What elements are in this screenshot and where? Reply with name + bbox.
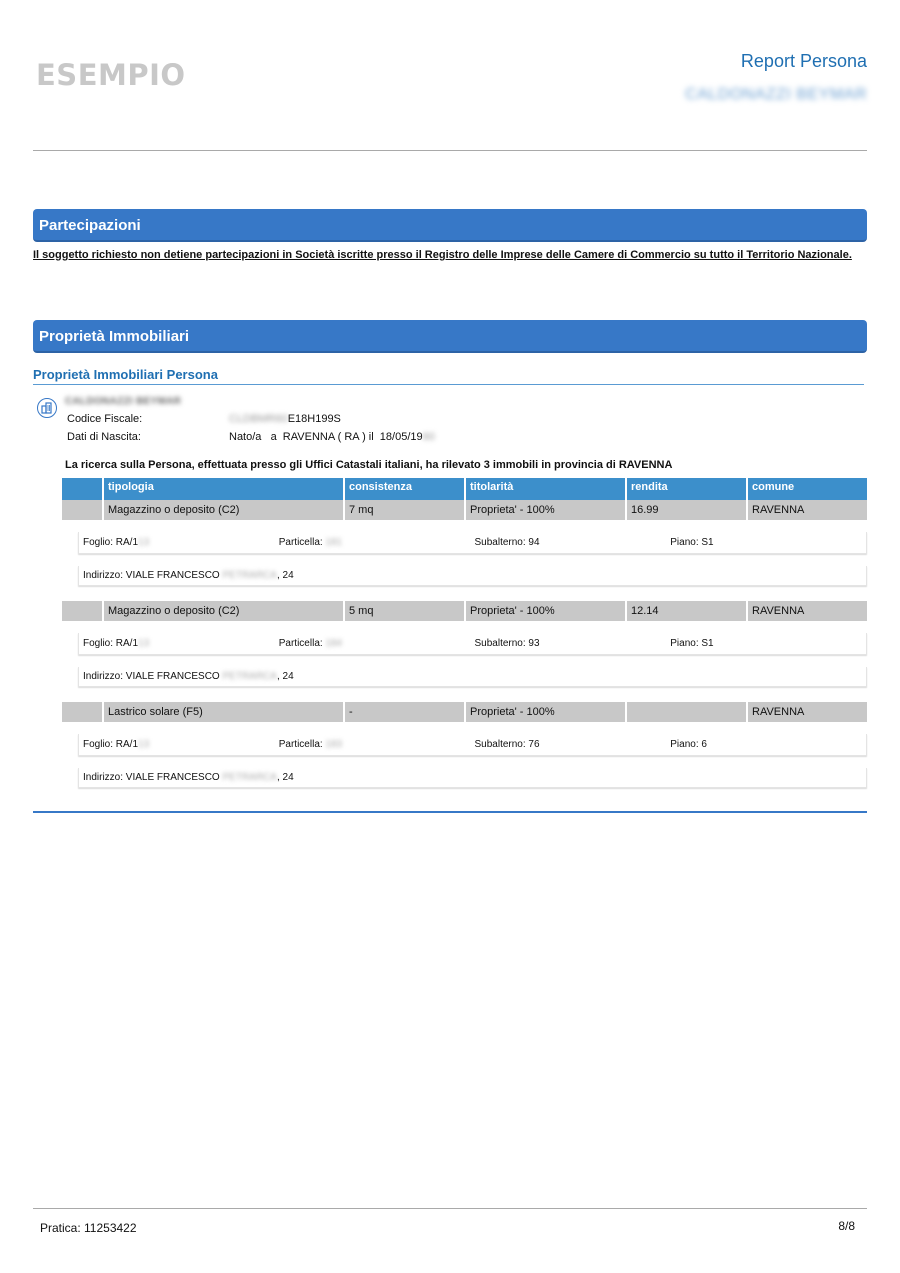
- section-partecipazioni: Partecipazioni: [33, 209, 867, 242]
- row-spacer: [62, 601, 102, 621]
- building-icon: [37, 398, 57, 418]
- cell-rendita: [625, 702, 746, 722]
- partecipazioni-notice: Il soggetto richiesto non detiene partecipazioni in Società iscritte presso il Registro delle Imprese delle Camere di Commercio su tutto il Territorio Nazionale.: [33, 249, 852, 261]
- indirizzo: Indirizzo: VIALE FRANCESCO PETRARCA, 24: [78, 566, 867, 586]
- codice-fiscale-hidden: CLDBMR60: [229, 413, 288, 425]
- particella: Particella: 184: [278, 638, 343, 649]
- indirizzo: Indirizzo: VIALE FRANCESCO PETRARCA, 24: [78, 667, 867, 687]
- page-number: 8/8: [838, 1219, 855, 1233]
- subsection-proprieta-persona: Proprietà Immobiliari Persona: [33, 367, 864, 385]
- cell-consistenza: 5 mq: [343, 601, 464, 621]
- cell-titolarita: Proprieta' - 100%: [464, 601, 625, 621]
- cell-rendita: 12.14: [625, 601, 746, 621]
- header-spacer: [62, 478, 102, 500]
- cell-rendita: 16.99: [625, 500, 746, 520]
- subalterno: Subalterno: 93: [474, 638, 540, 649]
- codice-fiscale-value: [229, 413, 341, 425]
- foglio: Foglio: RA/113: [83, 638, 150, 649]
- piano: Piano: S1: [670, 638, 714, 649]
- catasto-details: [78, 734, 867, 756]
- foglio: Foglio: RA/113: [83, 537, 150, 548]
- codice-fiscale-visible: E18H199S: [287, 413, 341, 425]
- particella: Particella: 183: [278, 739, 343, 750]
- cell-tipologia: Lastrico solare (F5): [102, 702, 343, 722]
- particella: Particella: 181: [278, 537, 343, 548]
- codice-fiscale-label: Codice Fiscale:: [67, 413, 143, 425]
- watermark-logo: ESEMPIO: [36, 58, 186, 92]
- table-row: [62, 500, 867, 520]
- header-divider: [33, 150, 867, 151]
- search-result-text: La ricerca sulla Persona, effettuata presso gli Uffici Catastali italiani, ha rilevato 3 immobili in provincia di RAVENNA: [65, 459, 673, 471]
- table-row: [62, 601, 867, 621]
- report-title: Report Persona: [740, 51, 867, 71]
- cell-consistenza: -: [343, 702, 464, 722]
- indirizzo: Indirizzo: VIALE FRANCESCO PETRARCA, 24: [78, 768, 867, 788]
- foglio: Foglio: RA/113: [83, 739, 150, 750]
- cell-tipologia: Magazzino o deposito (C2): [102, 601, 343, 621]
- column-header-comune: comune: [746, 478, 867, 500]
- cell-titolarita: Proprieta' - 100%: [464, 702, 625, 722]
- immobili-table: [62, 478, 867, 788]
- nascita-value: [229, 431, 435, 443]
- row-spacer: [62, 500, 102, 520]
- column-header-titolarita: titolarità: [464, 478, 625, 500]
- subalterno: Subalterno: 94: [474, 537, 540, 548]
- section-proprieta: Proprietà Immobiliari: [33, 320, 867, 353]
- cell-consistenza: 7 mq: [343, 500, 464, 520]
- cell-comune: RAVENNA: [746, 601, 867, 621]
- piano: Piano: 6: [670, 739, 707, 750]
- nascita-hidden: 60: [422, 431, 435, 443]
- footer-divider: [33, 1208, 867, 1209]
- catasto-details: [78, 633, 867, 655]
- column-header-consistenza: consistenza: [343, 478, 464, 500]
- column-header-rendita: rendita: [625, 478, 746, 500]
- cell-comune: RAVENNA: [746, 500, 867, 520]
- cell-tipologia: Magazzino o deposito (C2): [102, 500, 343, 520]
- table-header: [62, 478, 867, 500]
- nascita-visible: Nato/a a RAVENNA ( RA ) il 18/05/19: [229, 431, 423, 443]
- subalterno: Subalterno: 76: [474, 739, 540, 750]
- nascita-label: Dati di Nascita:: [67, 431, 141, 443]
- report-person-name: CALDONAZZI BEYMAR: [685, 86, 867, 103]
- catasto-details: [78, 532, 867, 554]
- cell-titolarita: Proprieta' - 100%: [464, 500, 625, 520]
- row-spacer: [62, 702, 102, 722]
- pratica-number: Pratica: 11253422: [40, 1221, 137, 1235]
- section-end-divider: [33, 811, 867, 813]
- cell-comune: RAVENNA: [746, 702, 867, 722]
- piano: Piano: S1: [670, 537, 714, 548]
- person-name: CALDONAZZI BEYMAR: [65, 396, 182, 407]
- table-row: [62, 702, 867, 722]
- column-header-tipologia: tipologia: [102, 478, 343, 500]
